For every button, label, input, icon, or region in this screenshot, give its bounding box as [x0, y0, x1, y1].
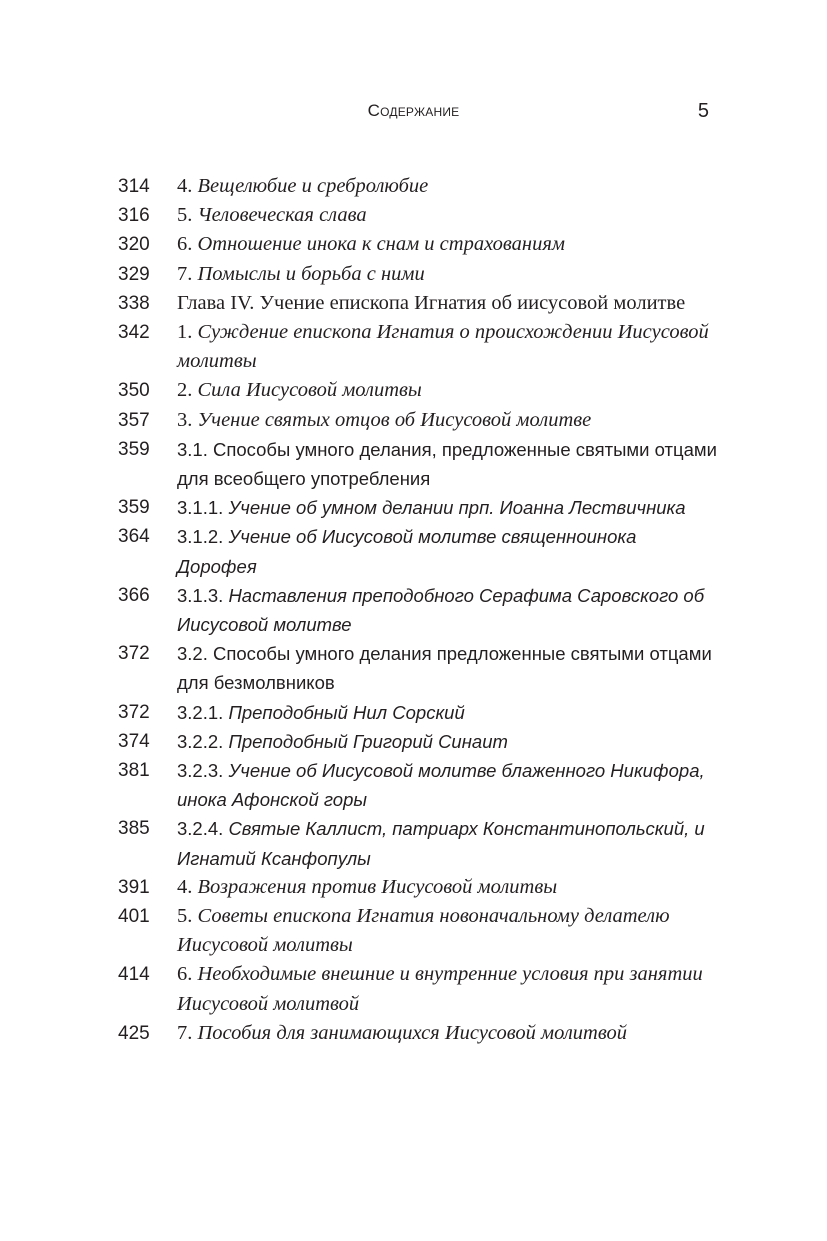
toc-entry-text [177, 435, 718, 493]
toc-entry [118, 1019, 718, 1048]
toc-entry [118, 873, 718, 902]
toc-entry-title: Преподобный Григорий Синаит [228, 730, 508, 752]
toc-section-heading [118, 639, 718, 697]
running-head [0, 99, 827, 123]
toc-entry-title: Отношение инока к снам и страхованиям [197, 233, 565, 256]
toc-entry-title: Пособия для занимающихся Иисусовой молитвой [197, 1021, 627, 1044]
toc-entry-title: Учение святых отцов об Иисусовой молитве [197, 408, 592, 431]
toc-entry-title: Преподобный Нил Сорский [228, 701, 465, 723]
toc-entry-number: 3.2.2. [177, 730, 229, 752]
toc-entry-text [177, 260, 718, 289]
toc-entry [118, 230, 718, 259]
toc-entry-title: Глава IV. Учение епископа Игнатия об иисусовой молитве [177, 291, 686, 314]
toc-entry-number: 3. [177, 408, 198, 431]
toc-entry-title: Вещелюбие и сребролюбие [197, 175, 429, 197]
toc-entry-number: 6. [177, 233, 198, 256]
toc-entry-number: 6. [177, 963, 198, 986]
toc-chapter-heading [118, 289, 718, 318]
toc-entry-title: Возражения против Иисусовой молитвы [197, 875, 558, 898]
toc-entry-title: Наставления преподобного Серафима Саровского об Иисусовой молитве [177, 584, 705, 636]
toc-page-ref: 316 [118, 205, 150, 227]
toc-entry-text [177, 814, 718, 872]
toc-subentry [118, 814, 718, 872]
toc-page-ref: 350 [118, 380, 150, 402]
toc-subentry [118, 727, 718, 756]
toc-entry [118, 260, 718, 289]
toc-entry-number: 4. [177, 175, 198, 197]
toc-subentry [118, 581, 718, 639]
toc-page-ref: 364 [118, 526, 150, 548]
toc-entry-text [177, 1019, 718, 1048]
toc-entry-title: Учение об Иисусовой молитве священноинока Дорофея [177, 526, 637, 577]
toc-page-ref: 357 [118, 409, 150, 431]
toc-entry-number: 5. [177, 204, 198, 227]
toc-entry-text [177, 406, 718, 435]
toc-page-ref: 320 [118, 234, 150, 256]
toc-entry-text [177, 289, 718, 318]
toc-entry-title: Помыслы и борьба с ними [197, 262, 425, 285]
toc-entry-title: Святые Каллист, патриарх Константинопольский, и Игнатий Ксанфопулы [177, 818, 705, 869]
toc-entry-text [177, 727, 718, 756]
toc-entry-text [177, 172, 718, 201]
toc-entry-number: 2. [177, 379, 198, 402]
toc-entry-text [177, 873, 718, 902]
toc-page-ref: 391 [118, 876, 150, 898]
toc-page-ref: 342 [118, 322, 150, 344]
toc-entry-title: Советы епископа Игнатия новоначальному делателю Иисусовой молитвы [177, 905, 670, 957]
toc-entry-number: 3.2.3. [177, 760, 229, 782]
toc-entry-title: Сила Иисусовой молитвы [197, 379, 422, 402]
toc-subentry [118, 493, 718, 522]
toc-entry-number: 7. [177, 1021, 198, 1044]
toc-entry-title: Необходимые внешние и внутренние условия при занятии Иисусовой молитвой [177, 963, 703, 1015]
toc-page-ref: 359 [118, 497, 150, 519]
toc-entry [118, 318, 718, 376]
toc-entry [118, 201, 718, 230]
toc-page-ref: 425 [118, 1022, 150, 1044]
toc-page-ref: 366 [118, 584, 150, 606]
toc-entry-text [177, 960, 718, 1018]
toc-section-heading [118, 435, 718, 493]
toc-page-ref: 338 [118, 292, 150, 314]
toc-entry-text [177, 639, 718, 697]
toc-entry-number: 3.2.4. [177, 818, 229, 840]
toc-entry-text [177, 902, 718, 960]
toc-entry [118, 902, 718, 960]
toc-entry-number: 4. [177, 875, 198, 898]
toc-entry-number: 3.1.2. [177, 526, 229, 548]
toc-page-ref: 414 [118, 964, 150, 986]
toc-subentry [118, 522, 718, 580]
toc-page-ref: 372 [118, 701, 150, 723]
toc-entry-number: 5. [177, 905, 198, 928]
toc-entry-text [177, 698, 718, 727]
toc-entry-text [177, 318, 718, 376]
toc-page-ref: 329 [118, 263, 150, 285]
toc-entry-number: 3.1.3. [177, 584, 229, 606]
toc-entry-text [177, 376, 718, 405]
toc-page-ref: 374 [118, 730, 150, 752]
page-title: Содержание [367, 101, 460, 120]
toc-entry [118, 172, 718, 201]
toc-entry-title: 3.2. Способы умного делания предложенные святыми отцами для безмолвников [177, 643, 712, 694]
toc-entry-text [177, 581, 718, 639]
toc-subentry [118, 698, 718, 727]
toc-subentry [118, 756, 718, 814]
toc-entry-number: 3.1.1. [177, 497, 229, 519]
toc-page-ref: 381 [118, 760, 150, 782]
toc-entry-text [177, 522, 718, 580]
toc-entry-title: Учение об умном делании прп. Иоанна Лествичника [228, 497, 686, 519]
page-number: 5 [697, 100, 709, 122]
toc-entry-number: 3.2.1. [177, 701, 229, 723]
toc-entry-text [177, 756, 718, 814]
toc-entry-number: 1. [177, 321, 198, 344]
toc-entry [118, 406, 718, 435]
table-of-contents [118, 172, 718, 1048]
toc-entry-text [177, 230, 718, 259]
toc-page-ref: 372 [118, 643, 150, 665]
toc-entry [118, 960, 718, 1018]
toc-entry-title: Суждение епископа Игнатия о происхождении Иисусовой молитвы [177, 321, 709, 373]
toc-page-ref: 385 [118, 818, 150, 840]
toc-entry-title: 3.1. Способы умного делания, предложенные святыми отцами для всеобщего употребления [177, 438, 717, 490]
toc-entry-number: 7. [177, 262, 198, 285]
toc-page-ref: 314 [118, 176, 150, 197]
toc-entry [118, 376, 718, 405]
toc-entry-text [177, 201, 718, 230]
toc-page-ref: 401 [118, 906, 150, 928]
toc-entry-title: Учение об Иисусовой молитве блаженного Никифора, инока Афонской горы [177, 760, 705, 811]
toc-entry-text [177, 493, 718, 522]
toc-page-ref: 359 [118, 438, 150, 460]
toc-entry-title: Человеческая слава [197, 204, 367, 227]
